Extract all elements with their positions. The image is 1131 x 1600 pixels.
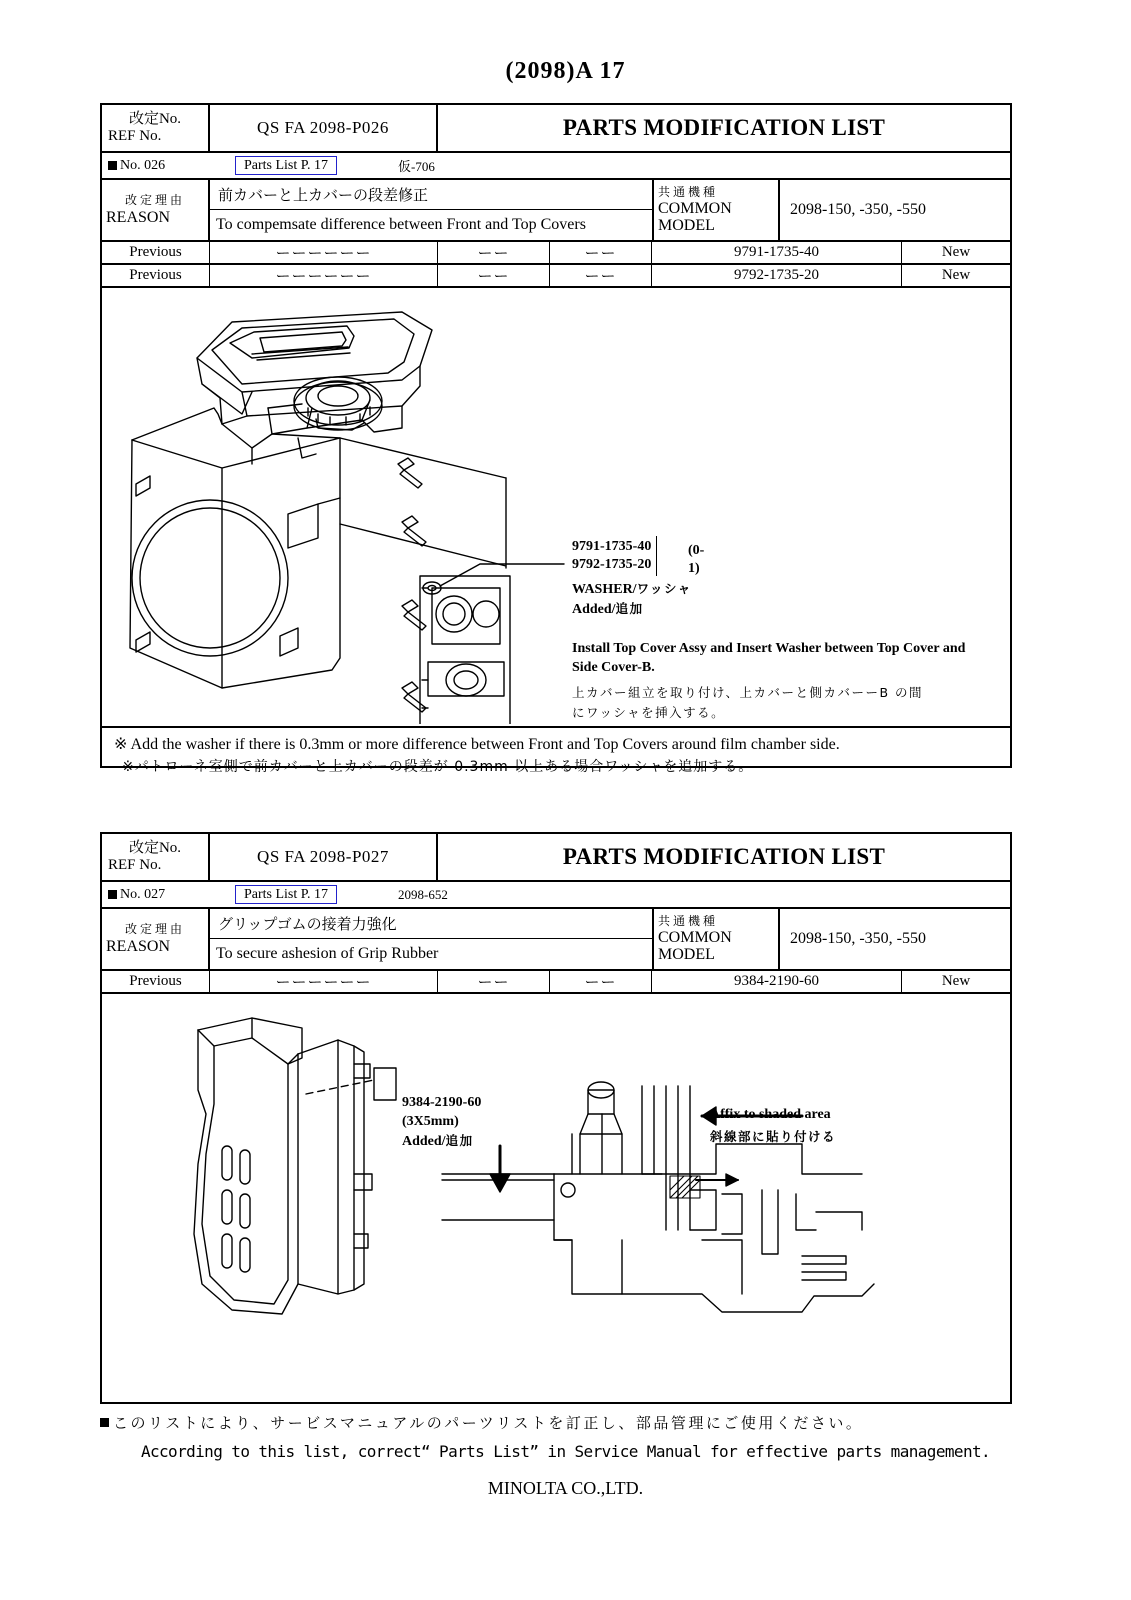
callout-added-jp: 追加 [615,601,644,616]
modification-no [102,158,210,174]
reason-label [102,909,210,969]
figure-2-drawing [102,994,1010,1393]
reason-row [102,909,1010,971]
new-label: New [941,244,971,260]
callout-affix-jp: 斜線部に貼り付ける [710,1129,837,1144]
block-title: PARTS MODIFICATION LIST [562,115,886,140]
doc-code: 仮-706 [398,159,435,174]
footer-note-en: According to this list, correct“ Parts List” in Service Manual for effective parts management. [140,1442,991,1461]
modification-no-label: No. 027 [120,886,166,902]
note-en: ※ Add the washer if there is 0.3mm or more difference between Front and Top Covers around film chamber side. [114,736,840,753]
callout-qty: (0-1) [688,543,705,577]
ref-label-jp: 改定No. [128,110,182,127]
previous-detail-2: ーー [550,242,652,263]
bullet-square-icon [100,1418,109,1427]
no-row [102,882,1010,909]
reason-text [210,909,654,969]
callout-instruction-jp-1: 上カバー組立を取り付け、上カバーと側カバーーB の間 [572,685,924,700]
callout-instruction-jp-2: にワッシャを挿入する。 [572,705,726,720]
previous-detail-1: ーー [438,242,550,263]
common-model-value: 2098-150, -350, -550 [790,930,926,947]
bullet-square-icon [108,161,117,170]
callout-affix-en: Affix to shaded area [710,1107,831,1122]
callout-instruction-en: Install Top Cover Assy and Insert Washer between Top Cover and Side Cover-B. [572,641,966,675]
block-title-wrap [438,105,1010,151]
callout-size: (3X5mm) [402,1113,459,1129]
reason-label-jp: 改定理由 [124,922,185,937]
common-model-label-jp: 共通機種 [658,914,719,929]
id-row [102,834,1010,882]
callout-part-name-en: WASHER/ [572,582,637,597]
previous-part-no: ーーーーーー [210,265,438,286]
parts-list-page-badge: Parts List P. 17 [235,156,337,175]
reason-label-en: REASON [106,937,171,955]
callout-part-name [572,580,692,599]
previous-part-no: ーーーーーー [210,971,438,992]
parts-list-page-cell [210,156,362,175]
company-name: MINOLTA CO.,LTD. [487,1478,644,1498]
previous-detail-2: ーー [550,971,652,992]
reason-row [102,180,1010,242]
reason-text [210,180,654,240]
ref-label-en: REF No. [108,128,162,144]
table-row [102,242,1010,265]
doc-code: 2098-652 [398,886,448,902]
ref-label-jp: 改定No. [128,839,182,856]
previous-label: Previous [102,242,210,263]
new-part-no: 9791-1735-40 [652,242,902,263]
id-row [102,105,1010,153]
previous-part-no: ーーーーーー [210,242,438,263]
callout-added [572,600,644,619]
ref-no-label [102,834,210,880]
figure-grip-rubber [102,994,1010,1393]
callout-part-2: 9792-1735-20 [572,557,652,573]
modification-block-1 [100,103,1012,775]
common-model-label-jp: 共通機種 [658,185,719,200]
modification-no-label: No. 026 [120,157,166,173]
callout-grip-part [402,1094,481,1152]
ref-no-label [102,105,210,151]
previous-label: Previous [102,971,210,992]
callout-part-1: 9791-1735-40 [572,539,652,554]
table-row [102,971,1010,994]
previous-detail-1: ーー [438,265,550,286]
table-row [102,265,1010,288]
callout-added-jp: 追加 [445,1132,474,1148]
common-model-label-en: COMMON MODEL [658,928,732,964]
callout-part-numbers [572,538,705,577]
new-label: New [941,267,971,283]
block-title-wrap [438,834,1010,880]
callout-part-name-jp: ワッシャ [636,581,692,596]
parts-list-page-badge: Parts List P. 17 [235,885,337,904]
reason-label [102,180,210,240]
reason-label-jp: 改定理由 [124,193,185,208]
reason-text-en: To compemsate difference between Front and Top Covers [216,216,586,233]
common-model-label [654,909,780,969]
new-part-no: 9792-1735-20 [652,265,902,286]
reason-text-en: To secure ashesion of Grip Rubber [216,945,439,962]
reason-label-en: REASON [106,208,171,226]
reason-text-jp: グリップゴムの接着力強化 [210,909,652,939]
figure-top-cover-washer [102,288,1010,728]
common-model-label [654,180,780,240]
previous-detail-1: ーー [438,971,550,992]
ref-label-en: REF No. [108,857,162,873]
footer-note [100,1412,1012,1433]
callout-added-en: Added/ [402,1133,446,1149]
ref-no-value: QS FA 2098-P026 [210,105,438,151]
reason-text-jp: 前カバーと上カバーの段差修正 [210,180,652,210]
modification-no [102,887,210,903]
previous-detail-2: ーー [550,265,652,286]
note-area-1 [102,728,1010,780]
new-part-no: 9384-2190-60 [652,971,902,992]
modification-block-2 [100,832,1012,1404]
bullet-square-icon [108,890,117,899]
previous-label: Previous [102,265,210,286]
page-title: (2098)A 17 [505,58,626,84]
callout-added-en: Added/ [572,602,616,617]
common-model-value: 2098-150, -350, -550 [790,201,926,218]
no-row [102,153,1010,180]
common-model-label-en: COMMON MODEL [658,199,732,235]
footer-note-jp: このリストにより、サービスマニュアルのパーツリストを訂正し、部品管理にご使用ください。 [113,1414,864,1432]
callout-added [402,1132,481,1152]
new-label: New [941,973,971,989]
ref-no-value: QS FA 2098-P027 [210,834,438,880]
callout-part-1: 9384-2190-60 [402,1095,482,1110]
parts-list-page-cell [210,885,362,904]
block-title: PARTS MODIFICATION LIST [562,844,886,869]
note-jp: ※パトローネ室側で前カバーと上カバーの段差が 0.3mm 以上ある場合ワッシャを追加する。 [122,758,754,775]
